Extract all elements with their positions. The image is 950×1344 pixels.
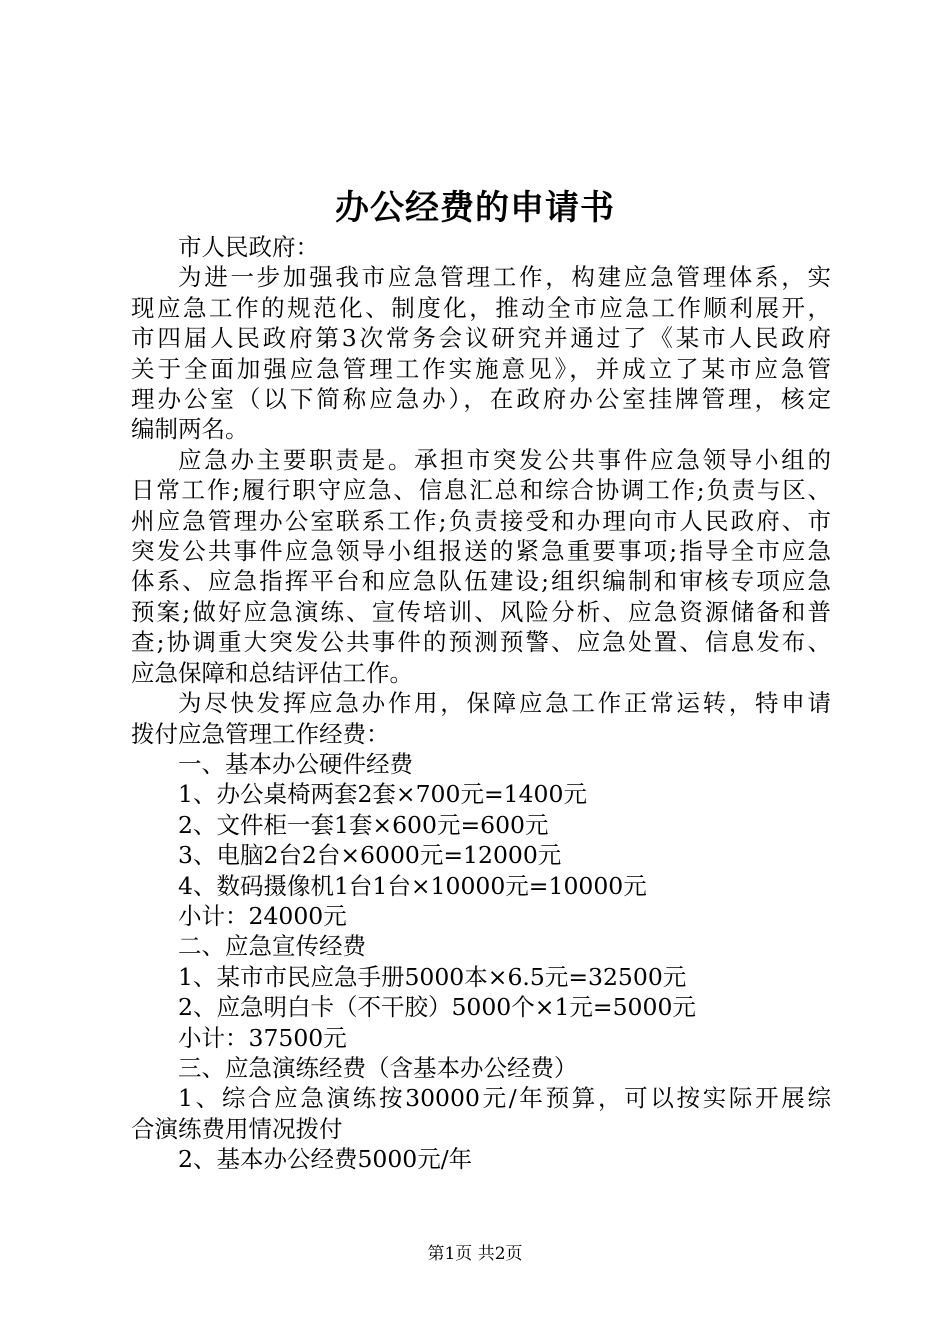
subtotal: 小计：37500元	[178, 1023, 347, 1052]
document-title: 办公经费的申请书	[335, 188, 615, 228]
section-heading: 三、应急演练经费（含基本办公经费）	[178, 1053, 578, 1082]
paragraph-line: 编制两名。	[131, 415, 249, 444]
paragraph-line: 为尽快发挥应急办作用，保障应急工作正常运转，特申请	[178, 689, 831, 718]
paragraph-line: 日常工作;履行职守应急、信息汇总和综合协调工作;负责与区、	[131, 476, 831, 505]
paragraph-line: 市四届人民政府第3次常务会议研究并通过了《某市人民政府	[131, 324, 831, 353]
paragraph-line: 州应急管理办公室联系工作;负责接受和办理向市人民政府、市	[131, 506, 831, 535]
paragraph-line: 突发公共事件应急领导小组报送的紧急重要事项;指导全市应急	[131, 537, 831, 566]
paragraph	[131, 445, 831, 688]
expense-item: 2、文件柜一套1套×600元=600元	[178, 810, 549, 839]
expense-item: 2、应急明白卡（不干胶）5000个×1元=5000元	[178, 993, 696, 1022]
paragraph-line: 拨付应急管理工作经费：	[131, 719, 390, 748]
expense-item: 3、电脑2台2台×6000元=12000元	[178, 841, 562, 870]
paragraph-line: 为进一步加强我市应急管理工作，构建应急管理体系，实	[178, 263, 831, 292]
paragraph-line: 应急保障和总结评估工作。	[131, 658, 413, 687]
paragraph-line: 体系、应急指挥平台和应急队伍建设;组织编制和审核专项应急	[131, 567, 831, 596]
expense-item: 1、某市市民应急手册5000本×6.5元=32500元	[178, 962, 687, 991]
expense-item: 2、基本办公经费5000元/年	[178, 1145, 473, 1174]
expense-item: 1、办公桌椅两套2套×700元=1400元	[178, 780, 587, 809]
paragraph	[131, 688, 831, 749]
page-footer: 第1页 共2页	[427, 1244, 523, 1264]
expense-item: 4、数码摄像机1台1台×10000元=10000元	[178, 871, 647, 900]
paragraph-line: 应急办主要职责是。承担市突发公共事件应急领导小组的	[178, 445, 831, 474]
paragraph-line: 现应急工作的规范化、制度化，推动全市应急工作顺利展开，	[131, 293, 831, 322]
paragraph-line: 关于全面加强应急管理工作实施意见》，并成立了某市应急管	[131, 354, 831, 383]
subtotal: 小计：24000元	[178, 901, 347, 930]
paragraph-line: 理办公室（以下简称应急办），在政府办公室挂牌管理，核定	[131, 385, 831, 414]
expense-item: 1、综合应急演练按30000元/年预算，可以按实际开展综	[178, 1084, 831, 1113]
paragraph-line: 查;协调重大突发公共事件的预测预警、应急处置、信息发布、	[131, 628, 831, 657]
document-body	[131, 232, 831, 1175]
expense-list	[131, 749, 831, 1175]
paragraph	[131, 262, 831, 444]
paragraph-line: 预案;做好应急演练、宣传培训、风险分析、应急资源储备和普	[131, 597, 831, 626]
section-heading: 二、应急宣传经费	[178, 932, 366, 961]
section-heading: 一、基本办公硬件经费	[178, 749, 413, 778]
expense-item-continued: 合演练费用情况拨付	[131, 1114, 343, 1143]
salutation: 市人民政府：	[178, 233, 319, 261]
